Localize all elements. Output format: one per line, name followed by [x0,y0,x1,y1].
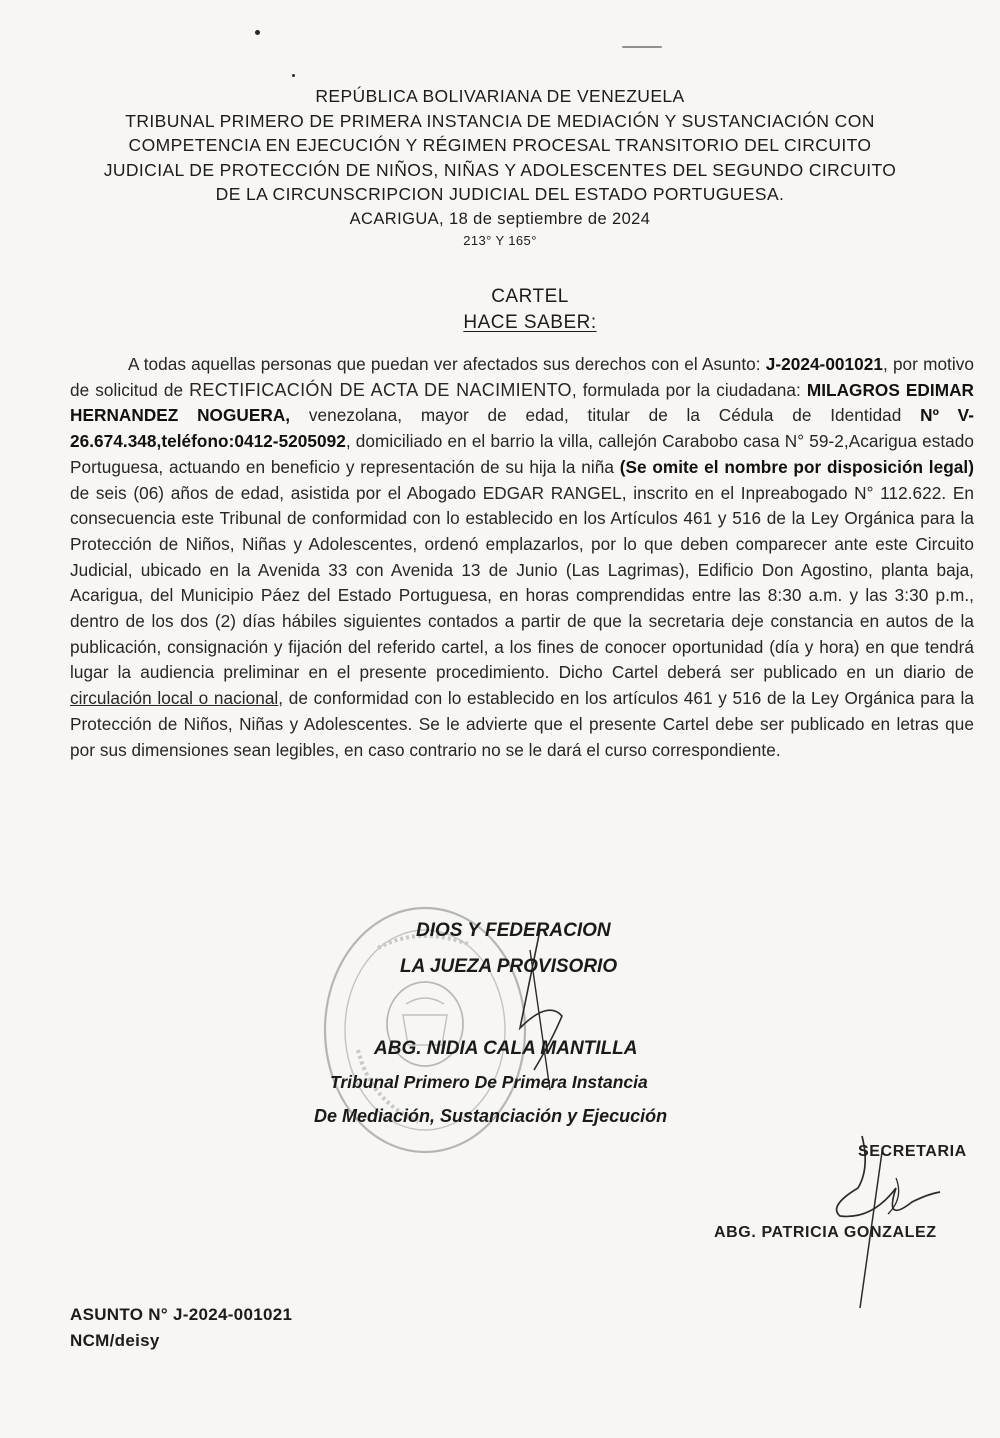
body-text: , formulada por la ciudadana: [571,379,807,400]
body-text: , domiciliado en el barrio la villa, callejón Carabobo casa N° 59-2,Acarigua estado Portuguesa, actuando en beneficio y representación de su hija la niña [70,431,974,477]
judge-role: LA JUEZA PROVISORIO [400,956,618,977]
footer-block [70,1302,292,1354]
cartel-subtitle: HACE SABER: [463,312,597,333]
circulation-text: circulación local o nacional [70,688,279,709]
court-header [60,84,940,251]
header-line: TRIBUNAL PRIMERO DE PRIMERA INSTANCIA DE MEDIACIÓN Y SUSTANCIACIÓN CON [125,110,875,131]
header-era: 213° Y 165° [463,233,537,248]
header-line: COMPETENCIA EN EJECUCIÓN Y RÉGIMEN PROCESAL TRANSITORIO DEL CIRCUITO [128,135,872,155]
scan-speck [622,46,662,48]
case-number: J-2024-001021 [765,354,883,374]
judge-name: ABG. NIDIA CALA MANTILLA [374,1038,638,1059]
header-date-line [60,207,940,232]
cartel-title-block [300,284,760,336]
footer-initials: NCM/deisy [70,1331,160,1350]
body-text: venezolana, mayor de edad, titular de la Cédula de Identidad [290,405,921,426]
id-number: Nº V-26.674.348,teléfono:0412-5205092 [70,405,974,452]
header-city: ACARIGUA, [349,209,445,228]
secretary-name: ABG. PATRICIA GONZALEZ [714,1224,937,1241]
applicant-name: MILAGROS EDIMAR HERNANDEZ NOGUERA, [70,379,974,426]
subject: RECTIFICACIÓN DE ACTA DE NACIMIENTO [189,379,572,400]
omitted-name-note: (Se omite el nombre por disposición legal) [619,456,974,477]
scan-speck [292,74,295,77]
header-line: DE LA CIRCUNSCRIPCION JUDICIAL DEL ESTADO PORTUGUESA. [215,184,785,204]
motto: DIOS Y FEDERACION [416,920,611,941]
cartel-title: CARTEL [491,286,569,307]
scan-speck [255,30,260,35]
header-line: JUDICIAL DE PROTECCIÓN DE NIÑOS, NIÑAS Y ADOLESCENTES DEL SEGUNDO CIRCUITO [103,159,897,180]
body-text: , de conformidad con lo establecido en los artículos 461 y 516 de la Ley Orgánica para la Protección de Niños, Niñas y Adolescentes. Se le advierte que el presente Cartel debe ser publicado en letras que por sus dimensiones sean legibles, en caso contrario no se le dará el curso correspondiente. [70,688,974,760]
body-text: , por motivo de solicitud de [70,354,975,400]
secretary-role: SECRETARIA [858,1143,967,1160]
notice-body [70,352,974,763]
header-date: 18 de septiembre de 2024 [449,209,651,228]
body-text: A todas aquellas personas que puedan ver afectados sus derechos con el Asunto: [128,354,761,374]
court-name-line-2: De Mediación, Sustanciación y Ejecución [314,1106,668,1126]
header-line: REPÚBLICA BOLIVARIANA DE VENEZUELA [315,86,685,106]
court-name-line-1: Tribunal Primero De Primera Instancia [330,1072,648,1092]
body-text: de seis (06) años de edad, asistida por el Abogado EDGAR RANGEL, inscrito en el Inpreabogado N° 112.622. En consecuencia este Tribunal de conformidad con lo establecido en los Artículos 461 y 516 de la Ley Orgánica para la Protección de Niños, Niñas y Adolescentes, ordenó emplazarlos, por lo que deben comparecer ante este Circuito Judicial, ubicado en la Avenida 33 con Avenida 13 de Junio (Las Lagrimas), Edificio Don Agostino, planta baja, Acarigua, del Municipio Páez del Estado Portuguesa, en horas comprendidas entre las 8:30 a.m. y las 3:30 p.m., dentro de los dos (2) días hábiles siguientes contados a partir de que la secretaria deje constancia en autos de la publicación, consignación y fijación del referido cartel, a los fines de conocer oportunidad (día y hora) en que tendrá lugar la audiencia preliminar en el presente procedimiento. Dicho Cartel deberá ser publicado en un diario de [70,482,974,683]
footer-case-number: ASUNTO N° J-2024-001021 [70,1305,293,1324]
